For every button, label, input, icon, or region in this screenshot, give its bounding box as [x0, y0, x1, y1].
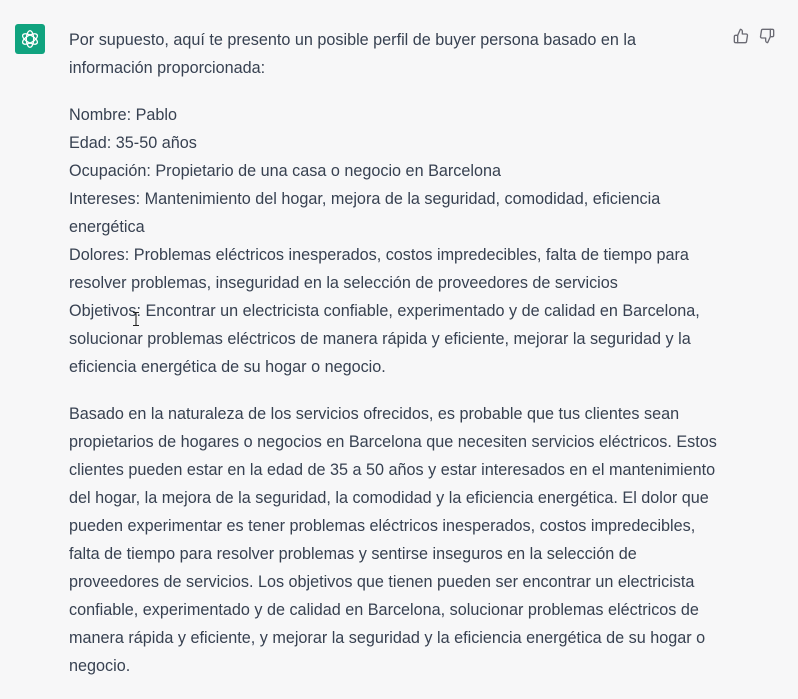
persona-profile — [69, 101, 789, 381]
text-line: proveedores de servicios. Los objetivos que tienen pueden ser encontrar un electricista — [69, 573, 695, 591]
profile-pains: resolver problemas, inseguridad en la selección de proveedores de servicios — [69, 274, 618, 292]
thumbs-up-button[interactable] — [733, 28, 749, 44]
profile-goals: Objetivos: Encontrar un electricista confiable, experimentado y de calidad en Barcelona, — [69, 302, 700, 320]
profile-pains: Dolores: Problemas eléctricos inesperados, costos impredecibles, falta de tiempo para — [69, 246, 689, 264]
text-line: pueden experimentar es tener problemas eléctricos inesperados, costos impredecibles, — [69, 517, 696, 535]
text-line: falta de tiempo para resolver problemas y sentirse inseguros en la selección de — [69, 545, 637, 563]
text-line: negocio. — [69, 657, 131, 675]
summary-paragraph — [69, 400, 789, 680]
text-line: del hogar, la mejora de la seguridad, la comodidad y la eficiencia energética. El dolor que — [69, 489, 709, 507]
profile-interests: energética — [69, 218, 145, 236]
text-line: Por supuesto, aquí te presento un posible perfil de buyer persona basado en la — [69, 31, 636, 49]
profile-age: Edad: 35-50 años — [69, 134, 197, 152]
text-line: Basado en la naturaleza de los servicios ofrecidos, es probable que tus clientes sean — [69, 405, 680, 423]
thumbs-down-button[interactable] — [759, 28, 775, 44]
text-line: propietarios de hogares o negocios en Barcelona que necesiten servicios eléctricos. Estos — [69, 433, 717, 451]
openai-logo-icon — [19, 28, 41, 50]
assistant-avatar — [15, 24, 45, 54]
thumbs-up-icon — [733, 28, 749, 44]
profile-name: Nombre: Pablo — [69, 106, 177, 124]
intro-paragraph — [69, 26, 789, 82]
profile-goals: eficiencia energética de su hogar o negocio. — [69, 358, 386, 376]
text-line: clientes pueden estar en la edad de 35 a 50 años y estar interesados en el mantenimiento — [69, 461, 716, 479]
text-line: confiable, experimentado y de calidad en Barcelona, solucionar problemas eléctricos de — [69, 601, 699, 619]
profile-interests: Intereses: Mantenimiento del hogar, mejora de la seguridad, comodidad, eficiencia — [69, 190, 661, 208]
profile-occupation: Ocupación: Propietario de una casa o negocio en Barcelona — [69, 162, 501, 180]
text-line: manera rápida y eficiente, y mejorar la seguridad y la eficiencia energética de su hogar o — [69, 629, 706, 647]
feedback-buttons — [733, 28, 775, 44]
thumbs-down-icon — [759, 28, 775, 44]
assistant-message — [69, 26, 789, 699]
profile-goals: solucionar problemas eléctricos de manera rápida y eficiente, mejorar la seguridad y la — [69, 330, 691, 348]
text-line: información proporcionada: — [69, 59, 266, 77]
